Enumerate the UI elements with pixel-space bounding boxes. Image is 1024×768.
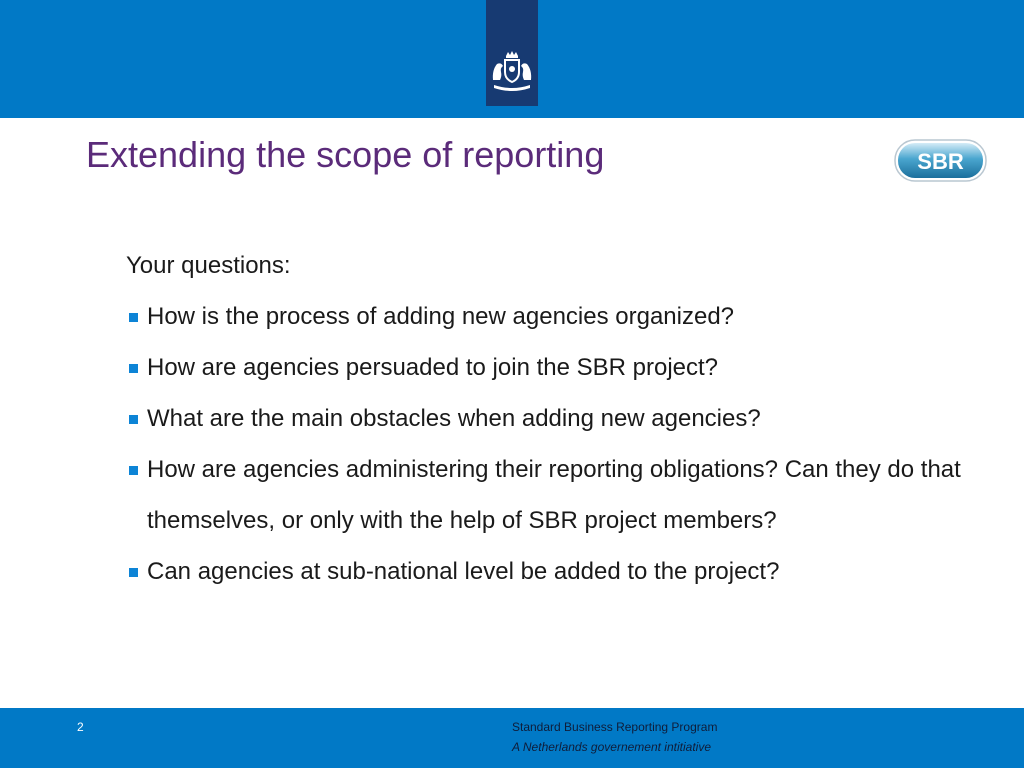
list-item-text: Can agencies at sub-national level be added to the project? — [147, 558, 780, 585]
page-number: 2 — [77, 720, 84, 734]
footer-program: Standard Business Reporting Program — [512, 720, 718, 734]
footer-tagline: A Netherlands governement intitiative — [512, 740, 711, 754]
list-item-text: How is the process of adding new agencies organized? — [147, 303, 735, 330]
list-item-text: What are the main obstacles when adding new agencies? — [147, 405, 761, 432]
footer-band — [0, 708, 1024, 768]
questions-intro: Your questions: — [126, 252, 291, 279]
header-band — [0, 0, 1024, 118]
list-item — [126, 546, 986, 597]
square-bullet-icon — [129, 466, 138, 475]
square-bullet-icon — [129, 568, 138, 577]
list-item — [126, 291, 986, 342]
square-bullet-icon — [129, 313, 138, 322]
list-item — [126, 444, 986, 546]
list-item-text: How are agencies administering their reporting obligations? Can they do that themselves, or only with the help of SBR project members? — [147, 456, 961, 534]
list-item — [126, 342, 986, 393]
list-item-text: How are agencies persuaded to join the SBR project? — [147, 354, 719, 381]
sbr-logo-text: SBR — [917, 149, 964, 174]
emblem-box — [486, 0, 538, 106]
slide-body — [126, 240, 986, 597]
sbr-logo-icon — [894, 139, 988, 183]
questions-list — [126, 291, 986, 597]
square-bullet-icon — [129, 415, 138, 424]
slide-title: Extending the scope of reporting — [86, 134, 605, 175]
list-item — [126, 393, 986, 444]
coat-of-arms-icon — [489, 50, 535, 94]
square-bullet-icon — [129, 364, 138, 373]
